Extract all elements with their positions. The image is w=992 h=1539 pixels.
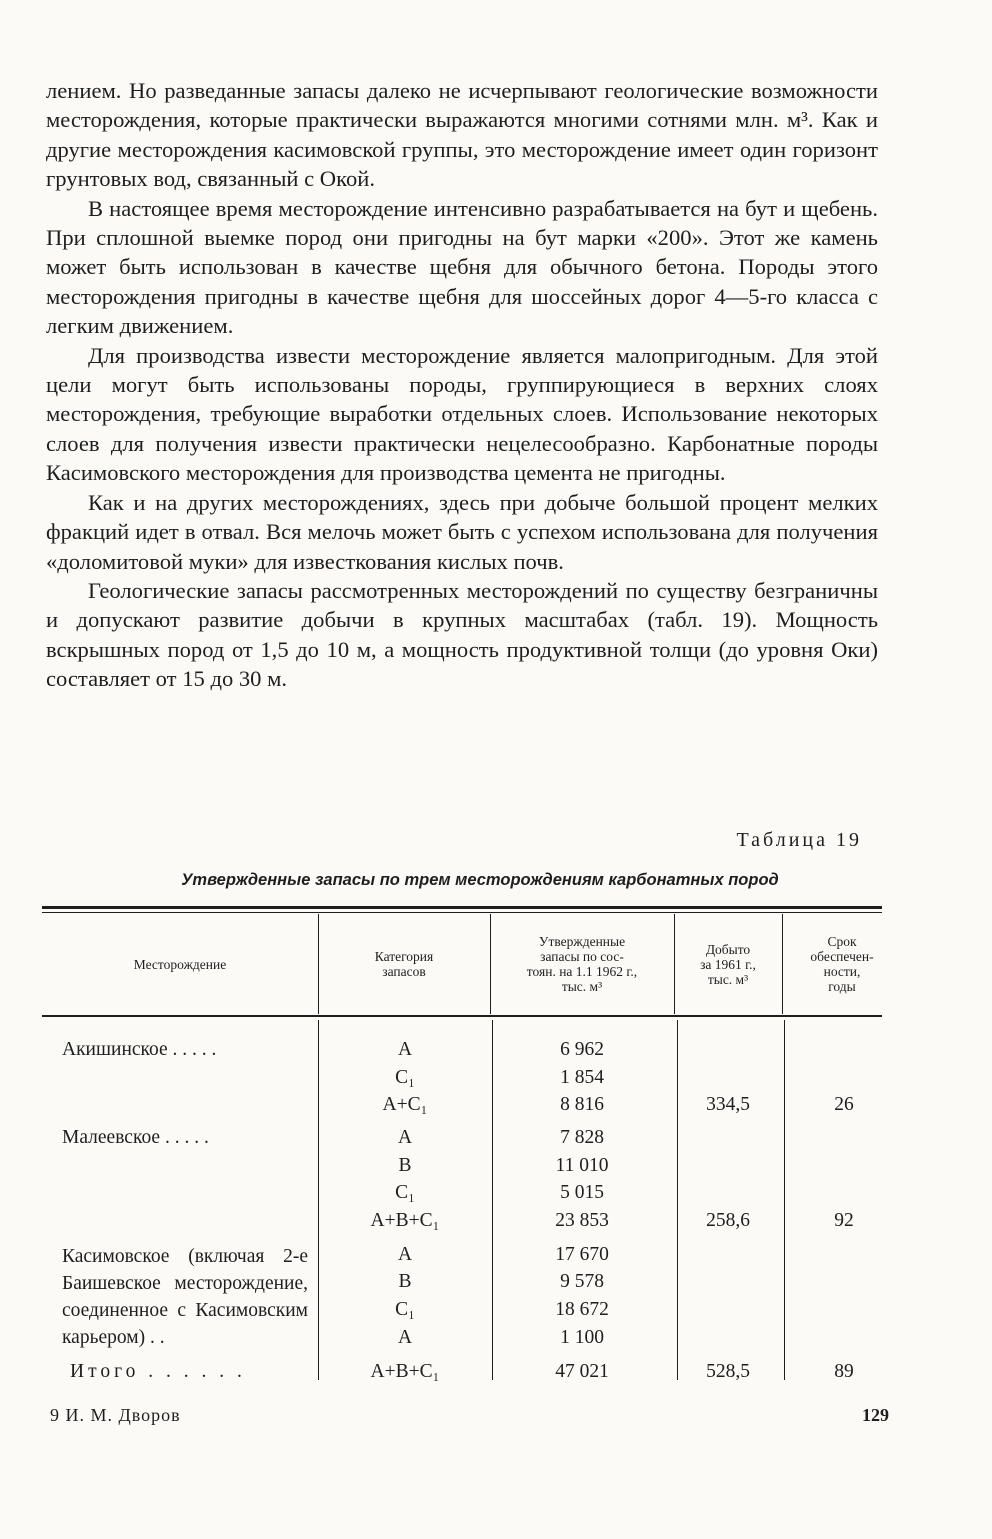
column-divider: [318, 1020, 319, 1380]
category-cell: A+C₁: [382, 1094, 428, 1115]
category-cell: A: [397, 1327, 413, 1348]
approved-cell: 11 010: [555, 1155, 609, 1176]
approved-cell: 1 854: [560, 1067, 604, 1088]
category-cell: C₁: [395, 1182, 415, 1203]
header-term: Срок обеспечен- ности, годы: [810, 934, 874, 994]
approved-cell: 9 578: [560, 1271, 604, 1292]
approved-cell: 7 828: [560, 1127, 604, 1148]
approved-cell: 5 015: [560, 1182, 604, 1203]
category-cell: C₁: [395, 1299, 415, 1320]
approved-cell: 6 962: [560, 1039, 604, 1060]
approved-cell: 1 100: [560, 1327, 604, 1348]
paragraph: Для производства извести месторождение является малопригодным. Для этой цели могут быть использованы породы, группирующиеся в верхних слоях месторождения, требующие выработки отдельных слоев. Использование некоторых слоев для получения извести практически нецелесообразно. Карбонатные породы Касимовского месторождения для производства цемента не пригодны.: [46, 342, 878, 486]
approved-cell: 8 816: [560, 1094, 604, 1115]
mined-cell: 334,5: [706, 1094, 750, 1115]
approved-cell: 18 672: [555, 1299, 609, 1320]
header-mined: Добыто за 1961 г., тыс. м³: [700, 941, 756, 987]
deposit-name: Акишинское . . . . .: [62, 1039, 217, 1060]
column-divider: [784, 1020, 785, 1380]
total-label: Итого . . . . . .: [70, 1361, 246, 1382]
approved-cell: 23 853: [555, 1210, 609, 1231]
mined-cell: 258,6: [706, 1210, 750, 1231]
term-cell: 26: [834, 1094, 854, 1115]
table-top-rule-thin: [42, 912, 882, 913]
deposit-name: Малеевское . . . . .: [62, 1127, 209, 1148]
column-divider: [492, 1020, 493, 1380]
approved-cell: 17 670: [555, 1244, 609, 1265]
header-approved: Утвержденные запасы по сос- тоян. на 1.1 1962 г., тыс. м³: [526, 934, 638, 994]
column-divider: [677, 1020, 678, 1380]
page-number: 129: [862, 1405, 889, 1425]
total-approved: 47 021: [555, 1361, 609, 1382]
category-cell: A: [397, 1127, 413, 1148]
paragraph: В настоящее время месторождение интенсивно разрабатывается на бут и щебень. При сплошной выемке пород они пригодны на бут марки «200». Этот же камень может быть использован в качестве щебня для обычного бетона. Породы этого месторождения пригодны в качестве щебня для шоссейных дорог 4—5-го класса с легким движением.: [46, 195, 878, 339]
table-top-rule: [42, 906, 882, 909]
total-term: 89: [834, 1361, 854, 1382]
table-title: Утвержденные запасы по трем месторождениям карбонатных пород: [181, 871, 779, 889]
category-cell: A: [397, 1039, 413, 1060]
header-deposit: Месторождение: [133, 956, 227, 972]
paragraph: лением. Но разведанные запасы далеко не исчерпывают геологические возможности месторождения, которые практически выражаются многими сотнями млн. м³. Как и другие месторождения касимовской группы, это месторождение имеет один горизонт грунтовых вод, связанный с Окой.: [46, 78, 878, 192]
total-category: A+B+C₁: [370, 1361, 440, 1382]
category-cell: A+B+C₁: [370, 1210, 440, 1231]
term-cell: 92: [834, 1210, 854, 1231]
category-cell: B: [398, 1155, 412, 1176]
deposit-name: Касимовское (включая 2-е Баишевское месторождение, соединенное с Касимовским карьером) . .: [62, 1246, 308, 1348]
body-text: [46, 76, 878, 694]
footer-signature: 9 И. М. Дворов: [50, 1405, 181, 1425]
paragraph: Геологические запасы рассмотренных месторождений по существу безграничны и допускают развитие добычи в крупных масштабах (табл. 19). Мощность вскрышных пород от 1,5 до 10 м, а мощность продуктивной толщи (до уровня Оки) составляет от 15 до 30 м.: [46, 577, 878, 692]
paragraph: Как и на других месторождениях, здесь при добыче большой процент мелких фракций идет в отвал. Вся мелочь может быть с успехом использована для получения «доломитовой муки» для известкования кислых почв.: [46, 489, 878, 574]
table-header-rule: [42, 1015, 882, 1017]
total-mined: 528,5: [706, 1361, 750, 1382]
header-category: Категория запасов: [374, 949, 434, 979]
table-number: Таблица 19: [736, 829, 862, 851]
category-cell: B: [398, 1271, 412, 1292]
category-cell: C₁: [395, 1067, 415, 1088]
category-cell: A: [397, 1244, 413, 1265]
